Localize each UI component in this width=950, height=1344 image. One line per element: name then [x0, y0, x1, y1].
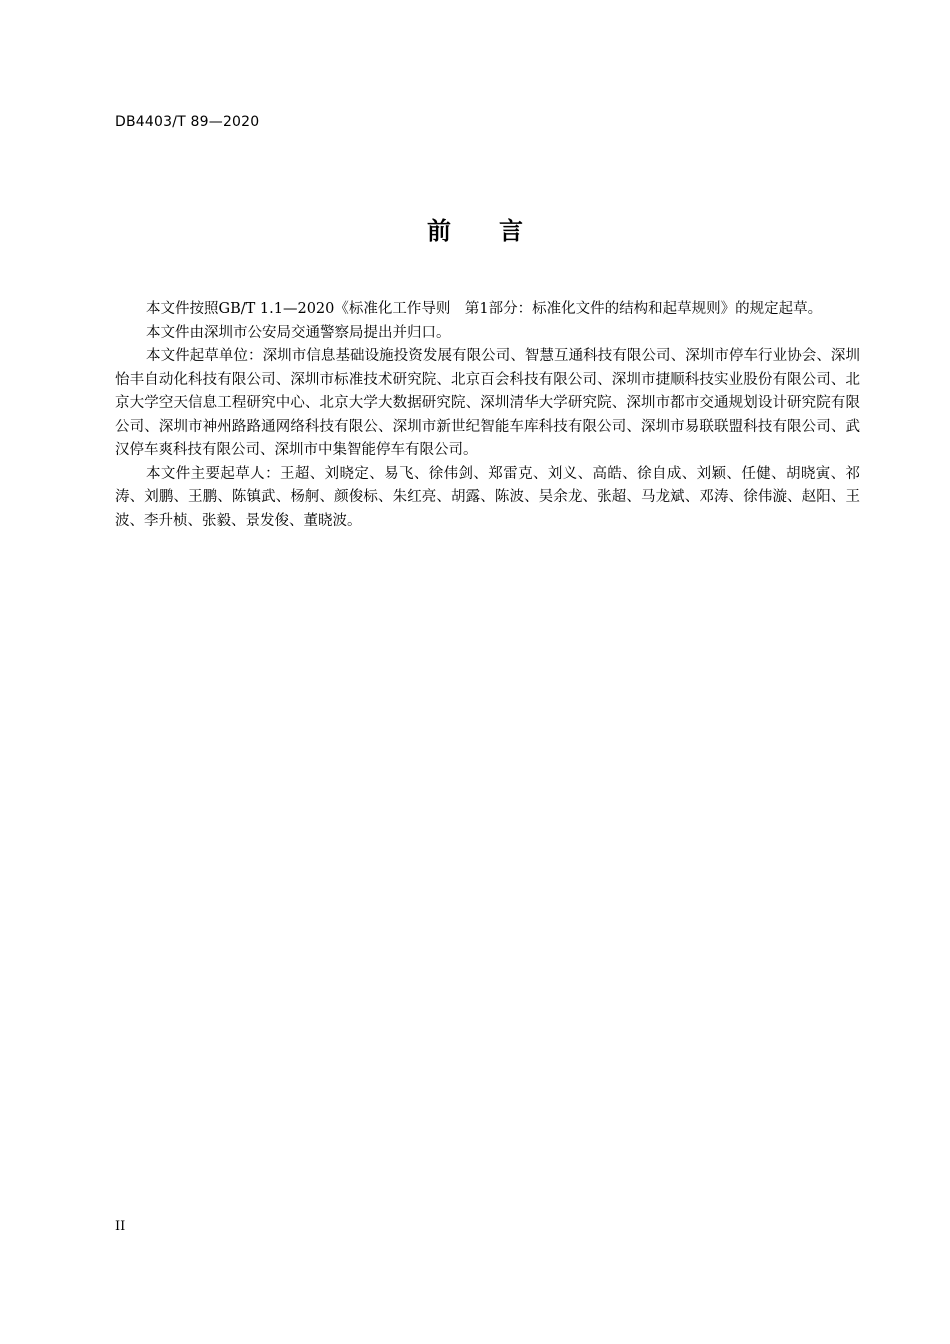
document-code: DB4403/T 89—2020 — [115, 114, 260, 130]
page-number: II — [115, 1219, 126, 1234]
paragraph-drafting-rules: 本文件按照GB/T 1.1—2020《标准化工作导则 第1部分：标准化文件的结构和起草规则》的规定起草。 — [146, 301, 823, 317]
foreword-body — [115, 298, 860, 533]
paragraph-proposer: 本文件由深圳市公安局交通警察局提出并归口。 — [146, 324, 451, 341]
paragraph-drafting-units: 本文件起草单位：深圳市信息基础设施投资发展有限公司、智慧互通科技有限公司、深圳市停车行业协会、深圳怡丰自动化科技有限公司、深圳市标准技术研究院、北京百会科技有限公司、深圳市捷顺科技实业股份有限公司、北京大学空天信息工程研究中心、北京大学大数据研究院、深圳清华大学研究院、深圳市都市交通规划设计研究院有限公司、深圳市神州路路通网络科技有限公、深圳市新世纪智能车库科技有限公司、深圳市易联联盟科技有限公司、武汉停车爽科技有限公司、深圳市中集智能停车有限公司。 — [115, 348, 860, 458]
paragraph-main-drafters: 本文件主要起草人：王超、刘晓定、易飞、徐伟剑、郑雷克、刘义、高皓、徐自成、刘颖、任健、胡晓寅、祁涛、刘鹏、王鹏、陈镇武、杨舸、颜俊标、朱红亮、胡露、陈波、吴余龙、张超、马龙斌、邓涛、徐伟漩、赵阳、王波、李升桢、张毅、景发俊、董晓波。 — [115, 465, 860, 529]
page-title: 前言 — [427, 217, 571, 245]
